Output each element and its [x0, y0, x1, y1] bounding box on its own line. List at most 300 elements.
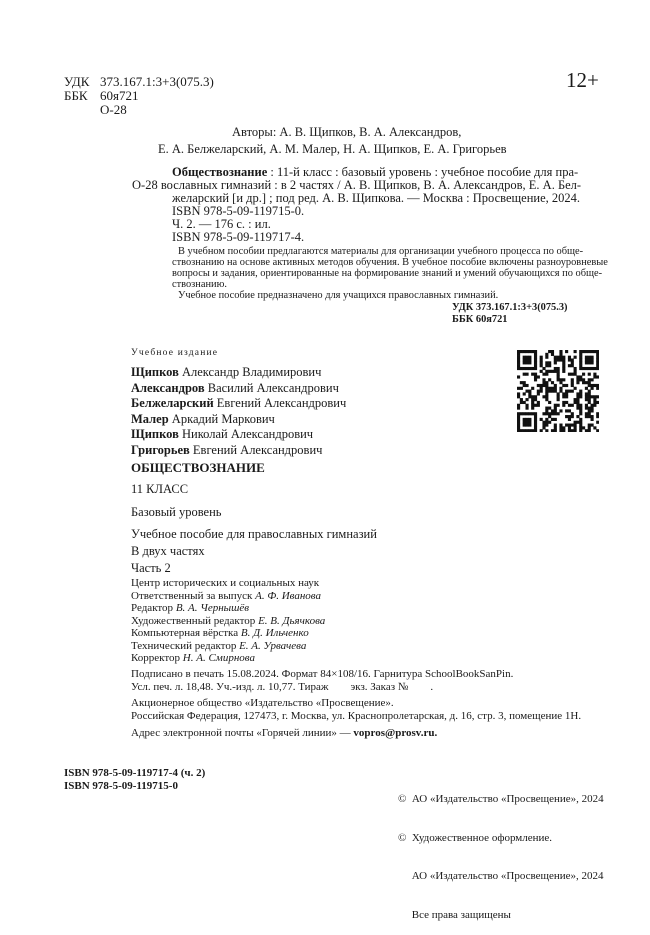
author-given-name: Александр Владимирович — [181, 365, 322, 379]
print-info — [131, 668, 513, 694]
qr-module — [574, 350, 577, 353]
qr-module — [534, 421, 537, 424]
qr-module — [520, 412, 523, 415]
qr-module — [585, 387, 588, 390]
qr-module — [568, 358, 571, 361]
qr-module — [588, 356, 591, 359]
qr-module — [525, 390, 528, 393]
qr-module — [562, 378, 565, 381]
qr-module — [520, 398, 523, 401]
qr-module — [554, 387, 557, 390]
qr-module — [557, 375, 560, 378]
qr-module — [596, 387, 599, 390]
qr-module — [559, 350, 562, 353]
copyright — [398, 767, 604, 935]
qr-module — [593, 384, 596, 387]
qr-module — [548, 412, 551, 415]
qr-module — [585, 356, 588, 359]
qr-module — [588, 401, 591, 404]
qr-module — [534, 353, 537, 356]
qr-module — [574, 426, 577, 429]
qr-module — [557, 370, 560, 373]
qr-module — [520, 429, 523, 432]
qr-module — [523, 418, 526, 421]
qr-module — [585, 350, 588, 353]
qr-module — [545, 387, 548, 390]
qr-module — [551, 387, 554, 390]
qr-module — [596, 353, 599, 356]
qr-module — [565, 384, 568, 387]
qr-module — [545, 364, 548, 367]
qr-module — [593, 404, 596, 407]
author-surname: Щипков — [131, 365, 179, 379]
qr-module — [537, 392, 540, 395]
qr-module — [517, 418, 520, 421]
qr-module — [517, 387, 520, 390]
level: Базовый уровень — [131, 505, 222, 519]
qr-module — [523, 412, 526, 415]
isbn-bottom — [64, 767, 205, 793]
qr-module — [562, 392, 565, 395]
qr-module — [554, 404, 557, 407]
qr-module — [554, 361, 557, 364]
qr-module — [576, 407, 579, 410]
qr-module — [568, 373, 571, 376]
qr-module — [542, 412, 545, 415]
qr-module — [596, 429, 599, 432]
qr-module — [571, 390, 574, 393]
qr-module — [517, 364, 520, 367]
qr-module — [520, 367, 523, 370]
qr-module — [523, 361, 526, 364]
qr-module — [579, 378, 582, 381]
qr-module — [534, 395, 537, 398]
qr-module — [593, 395, 596, 398]
credit-role: Корректор — [131, 652, 183, 664]
qr-module — [542, 381, 545, 384]
qr-module — [525, 418, 528, 421]
qr-module — [548, 415, 551, 418]
qr-module — [534, 404, 537, 407]
author-name — [131, 427, 346, 443]
qr-module — [548, 370, 551, 373]
print-line: Подписано в печать 15.08.2024. Формат 84×108/16. Гарнитура SchoolBookSanPin. — [131, 668, 514, 680]
qr-module — [554, 426, 557, 429]
credit-person: Е. В. Дьячкова — [258, 614, 326, 627]
qr-module — [574, 373, 577, 376]
qr-module — [568, 415, 571, 418]
qr-module — [523, 424, 526, 427]
qr-module — [551, 412, 554, 415]
qr-module — [545, 373, 548, 376]
qr-module — [588, 429, 591, 432]
qr-module — [596, 412, 599, 415]
audience: Учебное пособие предназначено для учащихся православных гимназий. — [178, 290, 499, 301]
qr-module — [576, 381, 579, 384]
author-surname: Щипков — [131, 427, 179, 441]
qr-module — [542, 395, 545, 398]
qr-module — [571, 373, 574, 376]
qr-module — [520, 381, 523, 384]
qr-module — [557, 378, 560, 381]
qr-module — [517, 407, 520, 410]
qr-module — [557, 412, 560, 415]
book-title: ОБЩЕСТВОЗНАНИЕ — [131, 460, 265, 475]
qr-module — [537, 401, 540, 404]
isbn-line: ISBN 978-5-09-119717-4 (ч. 2) — [64, 767, 206, 779]
qr-module — [593, 367, 596, 370]
parts: В двух частях — [131, 544, 205, 558]
qr-module — [588, 350, 591, 353]
qr-module — [540, 418, 543, 421]
qr-module — [565, 390, 568, 393]
qr-module — [534, 375, 537, 378]
qr-module — [576, 375, 579, 378]
qr-module — [525, 421, 528, 424]
author-name — [131, 365, 346, 381]
qr-module — [528, 412, 531, 415]
credit-role: Центр исторических и социальных наук — [131, 577, 320, 589]
email-label: Адрес электронной почты «Горячей линии» — — [131, 727, 354, 739]
qr-module — [588, 373, 591, 376]
qr-module — [545, 418, 548, 421]
qr-module — [517, 404, 520, 407]
qr-module — [531, 404, 534, 407]
qr-module — [559, 387, 562, 390]
qr-module — [568, 364, 571, 367]
copyright-line: Все права защищены — [398, 908, 511, 921]
qr-module — [568, 356, 571, 359]
credit-person: А. Ф. Иванова — [255, 589, 322, 602]
qr-module — [588, 395, 591, 398]
qr-module — [557, 367, 560, 370]
qr-module — [593, 426, 596, 429]
author-given-name: Евгений Александрович — [216, 396, 347, 410]
qr-module — [571, 412, 574, 415]
author-surname: Малер — [131, 411, 169, 426]
qr-module — [579, 358, 582, 361]
qr-module — [591, 350, 594, 353]
credit-person: В. А. Чернышёв — [175, 602, 250, 614]
biblio-title: Обществознание — [172, 165, 268, 179]
qr-module — [545, 390, 548, 393]
qr-module — [554, 356, 557, 359]
qr-module — [585, 415, 588, 418]
credit-line — [131, 640, 325, 653]
qr-module — [545, 412, 548, 415]
qr-module — [579, 395, 582, 398]
qr-module — [554, 429, 557, 432]
qr-module — [568, 409, 571, 412]
qr-module — [588, 407, 591, 410]
qr-module — [591, 415, 594, 418]
qr-module — [542, 426, 545, 429]
qr-module — [517, 429, 520, 432]
udk-code: 373.167.1:3+3(075.3) — [100, 74, 214, 89]
qr-module — [588, 381, 591, 384]
qr-module — [565, 415, 568, 418]
isbn-set: ISBN 978-5-09-119715-0. — [172, 204, 305, 218]
qr-module — [528, 356, 531, 359]
qr-module — [593, 350, 596, 353]
credit-person: Н. А. Смирнова — [182, 652, 255, 664]
qr-module — [528, 418, 531, 421]
qr-module — [582, 378, 585, 381]
qr-module — [579, 367, 582, 370]
qr-module — [531, 412, 534, 415]
book-type: Учебное пособие для православных гимназий — [131, 527, 377, 541]
copyright-line: © АО «Издательство «Просвещение», 2024 — [398, 792, 604, 805]
qr-module — [585, 367, 588, 370]
qr-module — [517, 350, 520, 353]
qr-module — [562, 361, 565, 364]
qr-module — [591, 356, 594, 359]
qr-module — [517, 415, 520, 418]
qr-module — [525, 356, 528, 359]
age-rating: 12+ — [566, 68, 599, 92]
qr-module — [571, 378, 574, 381]
qr-module — [588, 367, 591, 370]
qr-module — [562, 370, 565, 373]
qr-module — [528, 367, 531, 370]
credit-line — [131, 590, 325, 603]
qr-module — [531, 373, 534, 376]
qr-module — [565, 409, 568, 412]
qr-module — [545, 429, 548, 432]
email-link[interactable]: vopros@prosv.ru. — [353, 727, 438, 739]
authors-line-1: Авторы: А. В. Щипков, В. А. Александров, — [232, 125, 462, 139]
qr-module — [591, 404, 594, 407]
qr-module — [528, 392, 531, 395]
author-sign: О-28 — [100, 102, 127, 117]
qr-module — [588, 378, 591, 381]
qr-module — [554, 370, 557, 373]
qr-module — [542, 378, 545, 381]
qr-module — [545, 407, 548, 410]
qr-module — [531, 387, 534, 390]
qr-module — [576, 395, 579, 398]
qr-module — [585, 381, 588, 384]
qr-module — [548, 401, 551, 404]
qr-module — [545, 361, 548, 364]
qr-module — [579, 404, 582, 407]
qr-module — [531, 407, 534, 410]
abstract-line: ствознанию на основе активных методов обучения. В учебное пособие включены разноуровневые — [172, 257, 608, 268]
qr-module — [523, 381, 526, 384]
qr-module — [588, 426, 591, 429]
bbk-label: ББК — [64, 88, 88, 103]
credit-line — [131, 577, 325, 590]
qr-module — [528, 361, 531, 364]
qr-module — [525, 384, 528, 387]
qr-module — [554, 418, 557, 421]
qr-module — [557, 395, 560, 398]
qr-module — [596, 375, 599, 378]
qr-module — [565, 401, 568, 404]
qr-module — [585, 392, 588, 395]
classification-block — [64, 75, 214, 117]
qr-module — [571, 381, 574, 384]
qr-module — [517, 367, 520, 370]
qr-module — [582, 367, 585, 370]
bbk-bottom: ББК 60я721 — [452, 314, 508, 325]
qr-module — [540, 387, 543, 390]
qr-module — [557, 373, 560, 376]
qr-module — [557, 398, 560, 401]
qr-module — [525, 412, 528, 415]
qr-module — [523, 392, 526, 395]
qr-module — [534, 356, 537, 359]
qr-module — [517, 375, 520, 378]
qr-module — [576, 401, 579, 404]
qr-module — [585, 429, 588, 432]
qr-module — [571, 415, 574, 418]
qr-module — [545, 398, 548, 401]
biblio-line: : 11-й класс : базовый уровень : учебное пособие для пра- — [267, 165, 579, 179]
credit-role: Художественный редактор — [131, 614, 259, 627]
qr-module — [517, 424, 520, 427]
qr-module — [534, 424, 537, 427]
qr-module — [588, 412, 591, 415]
qr-module — [568, 429, 571, 432]
qr-module — [562, 404, 565, 407]
qr-module — [559, 426, 562, 429]
qr-module — [562, 426, 565, 429]
edition-type: Учебное издание — [131, 348, 219, 358]
qr-module — [576, 404, 579, 407]
qr-module — [588, 415, 591, 418]
qr-module — [554, 407, 557, 410]
qr-module — [545, 395, 548, 398]
qr-module — [523, 358, 526, 361]
qr-module — [534, 364, 537, 367]
qr-module — [576, 421, 579, 424]
author-given-name: Евгений Александрович — [192, 442, 323, 457]
qr-module — [559, 358, 562, 361]
credits — [131, 577, 325, 665]
qr-module — [593, 373, 596, 376]
qr-module — [534, 358, 537, 361]
qr-module — [545, 370, 548, 373]
qr-module — [579, 429, 582, 432]
qr-module — [568, 426, 571, 429]
qr-module — [559, 390, 562, 393]
qr-module — [557, 356, 560, 359]
qr-module — [574, 387, 577, 390]
author-name — [131, 443, 346, 459]
qr-module — [523, 373, 526, 376]
qr-module — [579, 356, 582, 359]
qr-module — [574, 401, 577, 404]
qr-module — [537, 390, 540, 393]
qr-module — [545, 424, 548, 427]
qr-module — [517, 392, 520, 395]
qr-module — [559, 409, 562, 412]
credit-role: Ответственный за выпуск — [131, 589, 256, 602]
qr-module — [540, 390, 543, 393]
udk-bbk-bottom — [452, 302, 568, 326]
author-names — [131, 365, 346, 458]
qr-module — [554, 409, 557, 412]
qr-module — [517, 361, 520, 364]
qr-module — [585, 395, 588, 398]
qr-module — [540, 361, 543, 364]
qr-module — [554, 424, 557, 427]
qr-module — [525, 361, 528, 364]
qr-module — [588, 384, 591, 387]
qr-module — [528, 429, 531, 432]
authors-line-2: Е. А. Белжеларский, А. М. Малер, Н. А. Щипков, Е. А. Григорьев — [158, 142, 507, 156]
qr-module — [591, 378, 594, 381]
qr-module — [596, 364, 599, 367]
qr-module — [559, 356, 562, 359]
qr-module — [593, 401, 596, 404]
author-given-name: Василий Александрович — [207, 380, 339, 395]
qr-module — [523, 421, 526, 424]
qr-module — [571, 364, 574, 367]
isbn-part: ISBN 978-5-09-119717-4. — [172, 230, 305, 244]
qr-module — [554, 367, 557, 370]
biblio-sign: О-28 — [132, 178, 158, 192]
qr-module — [559, 378, 562, 381]
credit-role: Компьютерная вёрстка — [131, 627, 241, 639]
qr-module — [576, 398, 579, 401]
qr-module — [528, 358, 531, 361]
qr-module — [545, 356, 548, 359]
qr-module — [525, 407, 528, 410]
qr-module — [585, 398, 588, 401]
qr-module — [588, 390, 591, 393]
qr-module — [534, 350, 537, 353]
qr-module — [534, 418, 537, 421]
qr-module — [540, 358, 543, 361]
qr-module — [548, 390, 551, 393]
qr-code — [517, 350, 599, 432]
qr-module — [551, 370, 554, 373]
qr-module — [542, 367, 545, 370]
qr-module — [534, 373, 537, 376]
qr-module — [525, 398, 528, 401]
qr-module — [517, 426, 520, 429]
qr-module — [571, 424, 574, 427]
qr-module — [596, 401, 599, 404]
qr-module — [596, 361, 599, 364]
qr-module — [548, 387, 551, 390]
qr-module — [548, 364, 551, 367]
qr-module — [588, 409, 591, 412]
copyright-line: АО «Издательство «Просвещение», 2024 — [398, 870, 604, 883]
udk-label: УДК — [64, 74, 90, 89]
qr-module — [540, 364, 543, 367]
qr-module — [525, 350, 528, 353]
qr-module — [528, 350, 531, 353]
qr-module — [548, 361, 551, 364]
qr-module — [579, 350, 582, 353]
grade: 11 КЛАСС — [131, 482, 189, 496]
qr-module — [591, 395, 594, 398]
qr-module — [534, 415, 537, 418]
qr-module — [540, 429, 543, 432]
qr-module — [545, 409, 548, 412]
biblio-line: вославных гимназий : в 2 частях / А. В. Щипков, В. А. Александров, Е. А. Бел- — [160, 178, 582, 192]
qr-module — [585, 358, 588, 361]
author-name — [131, 381, 346, 397]
qr-module — [585, 361, 588, 364]
qr-module — [531, 350, 534, 353]
abstract-line: ствознанию. — [172, 279, 227, 290]
qr-module — [585, 407, 588, 410]
qr-module — [525, 404, 528, 407]
